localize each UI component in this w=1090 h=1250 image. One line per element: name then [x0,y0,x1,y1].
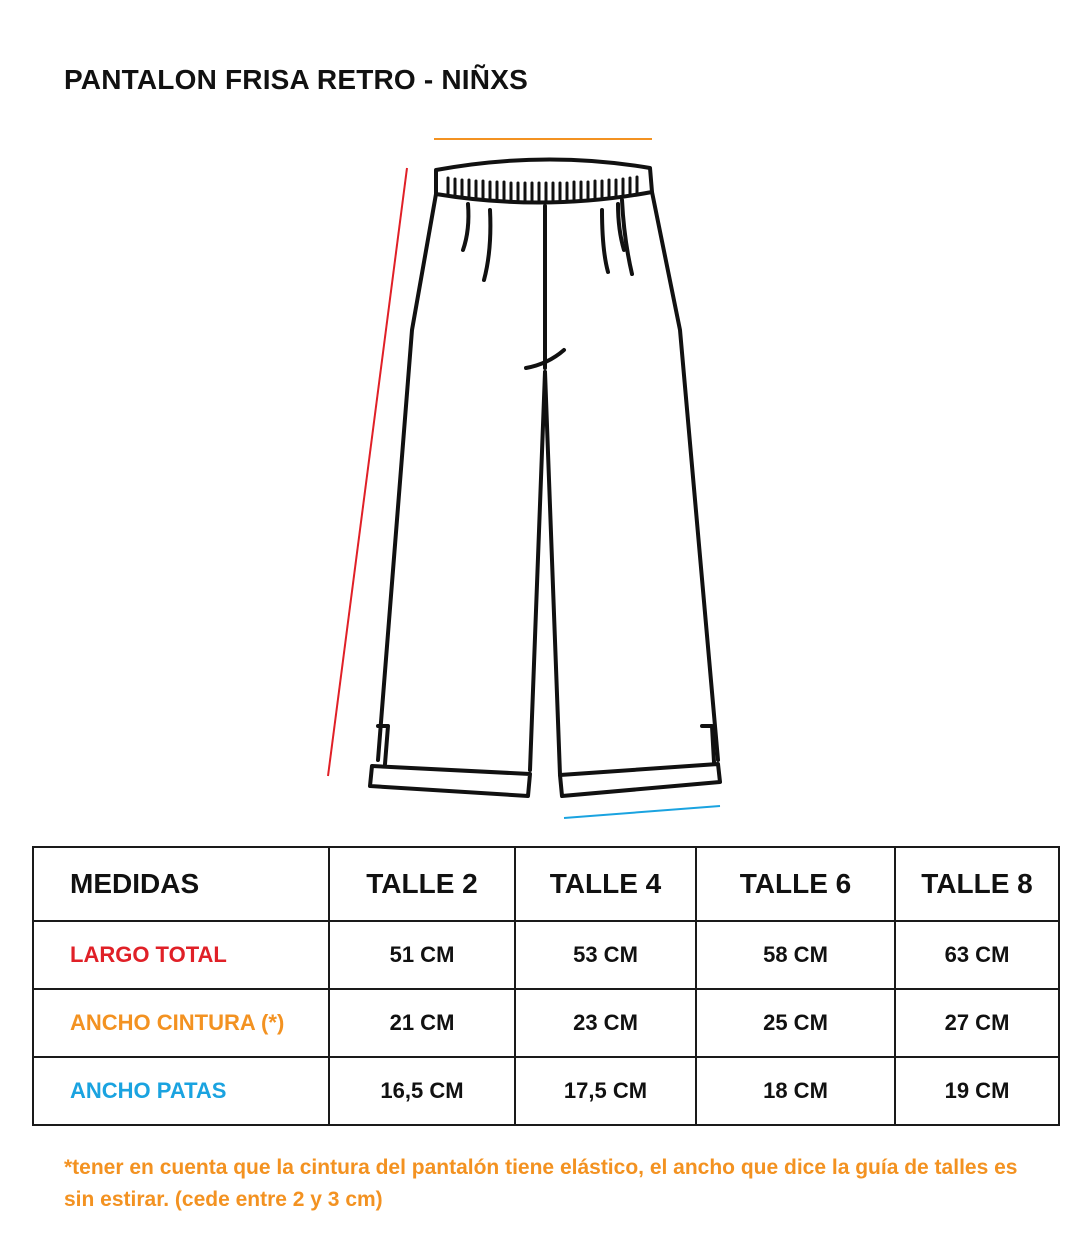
header-talle-2: TALLE 2 [329,847,515,921]
table-header-row [33,847,1059,921]
table-row-largo-total [33,921,1059,989]
table-row-ancho-patas [33,1057,1059,1125]
size-table [32,846,1060,1126]
table-row-ancho-cintura [33,989,1059,1057]
leg-width-guide-line [564,806,720,818]
table-cell: 25 CM [696,989,895,1057]
header-medidas: MEDIDAS [33,847,329,921]
header-talle-6: TALLE 6 [696,847,895,921]
table-cell: 53 CM [515,921,696,989]
table-cell: 63 CM [895,921,1059,989]
table-cell: 16,5 CM [329,1057,515,1125]
row-label-ancho-patas: ANCHO PATAS [33,1057,329,1125]
page-title: PANTALON FRISA RETRO - NIÑXS [64,64,528,95]
total-length-guide-line [328,168,407,776]
footnote: *tener en cuenta que la cintura del pantalón tiene elástico, el ancho que dice la guía de talles es sin estirar. (cede entre 2 y 3 cm) [64,1156,1018,1211]
pants-outline [370,159,720,796]
row-label-largo-total: LARGO TOTAL [33,921,329,989]
header-talle-4: TALLE 4 [515,847,696,921]
row-label-ancho-cintura: ANCHO CINTURA (*) [33,989,329,1057]
table-cell: 18 CM [696,1057,895,1125]
table-cell: 27 CM [895,989,1059,1057]
size-table-container [32,846,1058,1126]
table-cell: 19 CM [895,1057,1059,1125]
table-cell: 23 CM [515,989,696,1057]
table-cell: 58 CM [696,921,895,989]
table-cell: 51 CM [329,921,515,989]
table-cell: 21 CM [329,989,515,1057]
header-talle-8: TALLE 8 [895,847,1059,921]
table-cell: 17,5 CM [515,1057,696,1125]
